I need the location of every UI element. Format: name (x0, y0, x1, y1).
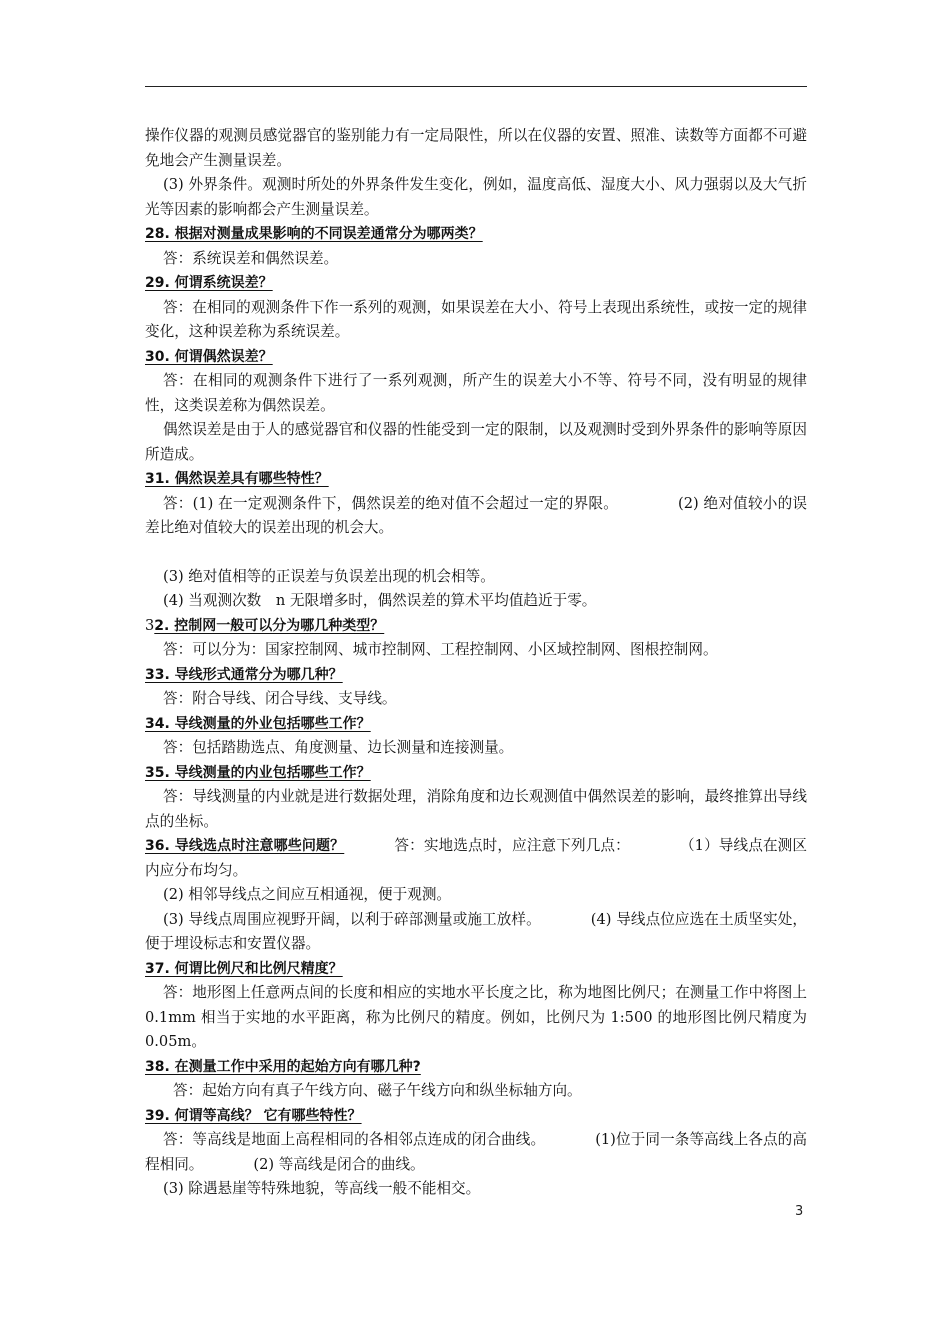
question-37 (145, 957, 807, 982)
question-29 (145, 271, 807, 296)
question-34 (145, 712, 807, 737)
answer-31-part-1 (145, 492, 807, 541)
question-28-title: 28. 根据对测量成果影响的不同误差通常分为哪两类？ (145, 226, 483, 242)
answer-39-item-3: (3) 除遇悬崖等特殊地貌，等高线一般不能相交。 (163, 1180, 481, 1197)
question-32-prefix: 3 (145, 616, 155, 634)
answer-33: 答：附合导线、闭合导线、支导线。 (163, 690, 397, 707)
question-35 (145, 761, 807, 786)
answer-38: 答：起始方向有真子午线方向、磁子午线方向和纵坐标轴方向。 (173, 1082, 582, 1099)
answer-30-part-1: 答：在相同的观测条件下进行了一系列观测，所产生的误差大小不等、符号不同，没有明显的规律性，这类误差称为偶然误差。 (145, 372, 807, 414)
answer-32: 答：可以分为：国家控制网、城市控制网、工程控制网、小区域控制网、图根控制网。 (163, 641, 718, 658)
paragraph-observer: 操作仪器的观测员感觉器官的鉴别能力有一定局限性，所以在仪器的安置、照准、读数等方面都不可避免地会产生测量误差。 (145, 127, 807, 169)
question-36 (145, 834, 807, 883)
answer-31-item-2: (2) 绝对值较小的误差比绝对值较大的误差出现的机会大。 (145, 494, 807, 536)
answer-31-item-3: (3) 绝对值相等的正误差与负误差出现的机会相等。 (163, 567, 495, 585)
answer-36-item-3: (3) 导线点周围应视野开阔，以利于碎部测量或施工放样。 (163, 910, 541, 928)
question-36-title: 36. 导线选点时注意哪些问题？ (145, 838, 345, 854)
question-29-title: 29. 何谓系统误差？ (145, 275, 273, 291)
question-30 (145, 345, 807, 370)
question-30-title: 30. 何谓偶然误差？ (145, 348, 273, 365)
answer-36-intro: 答：实地选点时，应注意下列几点： (394, 837, 630, 854)
question-33-title: 33. 导线形式通常分为哪几种？ (145, 666, 343, 683)
answer-39-item-2: (2) 等高线是闭合的曲线。 (253, 1155, 425, 1173)
answer-39-definition: 答：等高线是地面上高程相同的各相邻点连成的闭合曲线。 (163, 1131, 546, 1148)
question-28 (145, 222, 807, 247)
answer-39-part-1 (145, 1128, 807, 1177)
answer-37: 答：地形图上任意两点间的长度和相应的实地水平长度之比，称为地图比例尺；在测量工作中将图上 0.1mm 相当于实地的水平距离，称为比例尺的精度。例如，比例尺为 1:500 的地形图比例尺精度为 0.05m。 (145, 984, 807, 1050)
answer-30-part-2: 偶然误差是由于人的感觉器官和仪器的性能受到一定的限制，以及观测时受到外界条件的影响等原因所造成。 (145, 421, 807, 463)
question-32 (145, 614, 807, 639)
question-38 (145, 1055, 807, 1080)
question-39 (145, 1104, 807, 1129)
answer-29: 答：在相同的观测条件下作一系列的观测，如果误差在大小、符号上表现出系统性，或按一定的规律变化，这种误差称为系统误差。 (145, 298, 807, 340)
question-31-title: 31. 偶然误差具有哪些特性？ (145, 471, 329, 487)
question-34-title: 34. 导线测量的外业包括哪些工作？ (145, 715, 371, 732)
answer-36-item-2: (2) 相邻导线点之间应互相通视，便于观测。 (163, 886, 452, 903)
answer-36-item-1: （1）导线点在测区内应分布均匀。 (145, 837, 807, 879)
question-31 (145, 467, 807, 492)
answer-36-item-4: (4) 导线点位应选在土质坚实处，便于埋设标志和安置仪器。 (145, 910, 807, 952)
question-39-title: 39. 何谓等高线？ 它有哪些特性？ (145, 1107, 362, 1124)
question-37-title: 37. 何谓比例尺和比例尺精度？ (145, 960, 343, 977)
answer-31-item-1: 答：(1) 在一定观测条件下，偶然误差的绝对值不会超过一定的界限。 (163, 494, 619, 512)
question-38-title: 38. 在测量工作中采用的起始方向有哪几种? (145, 1058, 421, 1075)
answer-34: 答：包括踏勘选点、角度测量、边长测量和连接测量。 (163, 739, 514, 756)
paragraph-external-conditions: (3) 外界条件。观测时所处的外界条件发生变化，例如，温度高低、湿度大小、风力强弱以及大气折光等因素的影响都会产生测量误差。 (145, 176, 807, 218)
document-body (145, 124, 807, 1202)
answer-31-item-4: (4) 当观测次数 n 无限增多时，偶然误差的算术平均值趋近于零。 (163, 592, 597, 609)
answer-36-part-3 (145, 908, 807, 957)
question-32-title: 2. 控制网一般可以分为哪几种类型？ (154, 617, 385, 634)
answer-39-item-1: (1)位于同一条等高线上各点的高程相同。 (145, 1131, 807, 1173)
answer-35: 答：导线测量的内业就是进行数据处理，消除角度和边长观测值中偶然误差的影响，最终推算出导线点的坐标。 (145, 788, 807, 830)
question-35-title: 35. 导线测量的内业包括哪些工作？ (145, 764, 371, 781)
question-33 (145, 663, 807, 688)
answer-28: 答：系统误差和偶然误差。 (163, 249, 339, 267)
header-rule (145, 86, 807, 87)
page-number: 3 (795, 1204, 804, 1219)
